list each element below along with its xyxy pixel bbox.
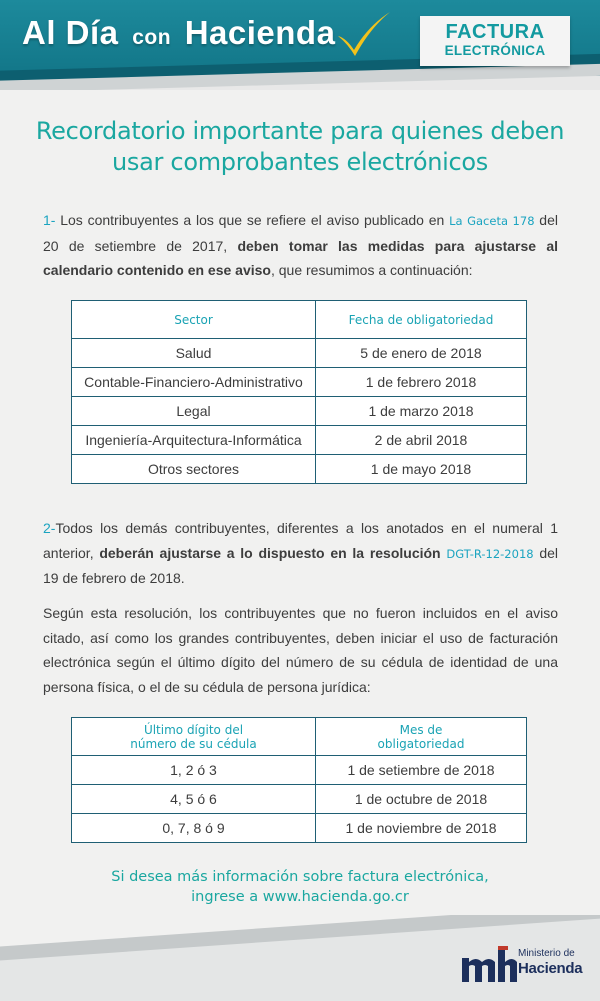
header-banner (0, 0, 600, 90)
table-row (72, 426, 527, 455)
logo-line1: Ministerio de (518, 948, 575, 959)
date-cell: 1 de mayo 2018 (316, 455, 527, 484)
date-cell: 2 de abril 2018 (316, 426, 527, 455)
table-header-row (72, 301, 527, 339)
header-month-line2: obligatoriedad (377, 736, 465, 751)
date-cell: 5 de enero de 2018 (316, 339, 527, 368)
tag-line1: FACTURA (445, 21, 545, 43)
p1-text-a: Los contribuyentes a los que se refiere el aviso publicado en (55, 212, 450, 228)
date-cell: 1 de noviembre de 2018 (316, 814, 527, 843)
more-info-text (20, 867, 580, 907)
date-cell: 1 de setiembre de 2018 (316, 756, 527, 785)
checkmark-icon (334, 8, 394, 58)
table-row (72, 756, 527, 785)
sector-calendar-table (71, 300, 527, 484)
header-digit-line2: número de su cédula (130, 736, 257, 751)
p2-text-b: del 19 de febrero de 2018. (43, 544, 559, 586)
resolution-reference: DGT-R-12-2018 (446, 546, 534, 561)
brand-pre: Al Día (22, 14, 119, 51)
title-line1: Recordatorio importante para quienes deben (35, 117, 565, 145)
mh-logo-icon (460, 944, 518, 984)
paragraph-3: Según esta resolución, los contribuyentes que no fueron incluidos en el aviso citado, así como los grandes contribuyentes, deben iniciar el uso de facturación electrónica según el último dígito del número de su cédula de identidad de una persona física, o el de su cédula de persona jurídica: (43, 605, 558, 695)
digit-calendar-table (71, 717, 527, 843)
sector-cell: Legal (72, 397, 316, 426)
date-cell: 1 de febrero 2018 (316, 368, 527, 397)
date-cell: 1 de octubre de 2018 (316, 785, 527, 814)
table-row (72, 455, 527, 484)
header-digit (72, 718, 316, 756)
title-line2: usar comprobantes electrónicos (112, 148, 488, 176)
table-row (72, 814, 527, 843)
table-row (72, 339, 527, 368)
p1-bold: deben tomar las medidas para ajustarse al calendario contenido en ese aviso (43, 237, 558, 278)
date-cell: 1 de marzo 2018 (316, 397, 527, 426)
sector-cell: Otros sectores (72, 455, 316, 484)
gaceta-reference: La Gaceta 178 (449, 214, 535, 228)
page-title (20, 116, 580, 178)
header-sector: Sector (72, 301, 316, 339)
header-fecha: Fecha de obligatoriedad (316, 301, 527, 339)
p2-bold: deberán ajustarse a lo dispuesto en la resolución (99, 544, 441, 561)
brand-post: Hacienda (184, 14, 336, 51)
header-month (316, 718, 527, 756)
brand-title (22, 14, 335, 52)
digit-cell: 1, 2 ó 3 (72, 756, 316, 785)
digit-cell: 4, 5 ó 6 (72, 785, 316, 814)
digit-cell: 0, 7, 8 ó 9 (72, 814, 316, 843)
table-row (72, 397, 527, 426)
header-month-line1: Mes de (399, 722, 443, 737)
more-info-line1: Si desea más información sobre factura electrónica, (111, 869, 489, 885)
ministerio-hacienda-logo (460, 938, 583, 988)
more-info-line2: ingrese a www.hacienda.go.cr (191, 889, 409, 905)
sector-cell: Salud (72, 339, 316, 368)
factura-electronica-tag (420, 16, 570, 66)
paragraph-1 (43, 208, 558, 283)
item-number-2: 2- (43, 520, 56, 536)
sector-cell: Ingeniería-Arquitectura-Informática (72, 426, 316, 455)
sector-cell: Contable-Financiero-Administrativo (72, 368, 316, 397)
header-digit-line1: Último dígito del (143, 722, 244, 737)
table-header-row (72, 718, 527, 756)
p1-text-b: del 20 de setiembre de 2017, (43, 212, 558, 254)
p1-text-c: , que resumimos a continuación: (270, 262, 473, 278)
p2-text-a: Todos los demás contribuyentes, diferentes a los anotados en el numeral 1 anterior, (43, 520, 558, 561)
paragraph-2 (43, 516, 558, 591)
brand-con: con (132, 26, 172, 49)
table-row (72, 368, 527, 397)
tag-line2: ELECTRÓNICA (444, 43, 546, 58)
logo-line2: Hacienda (518, 960, 583, 977)
table-row (72, 785, 527, 814)
item-number-1: 1- (43, 212, 56, 228)
